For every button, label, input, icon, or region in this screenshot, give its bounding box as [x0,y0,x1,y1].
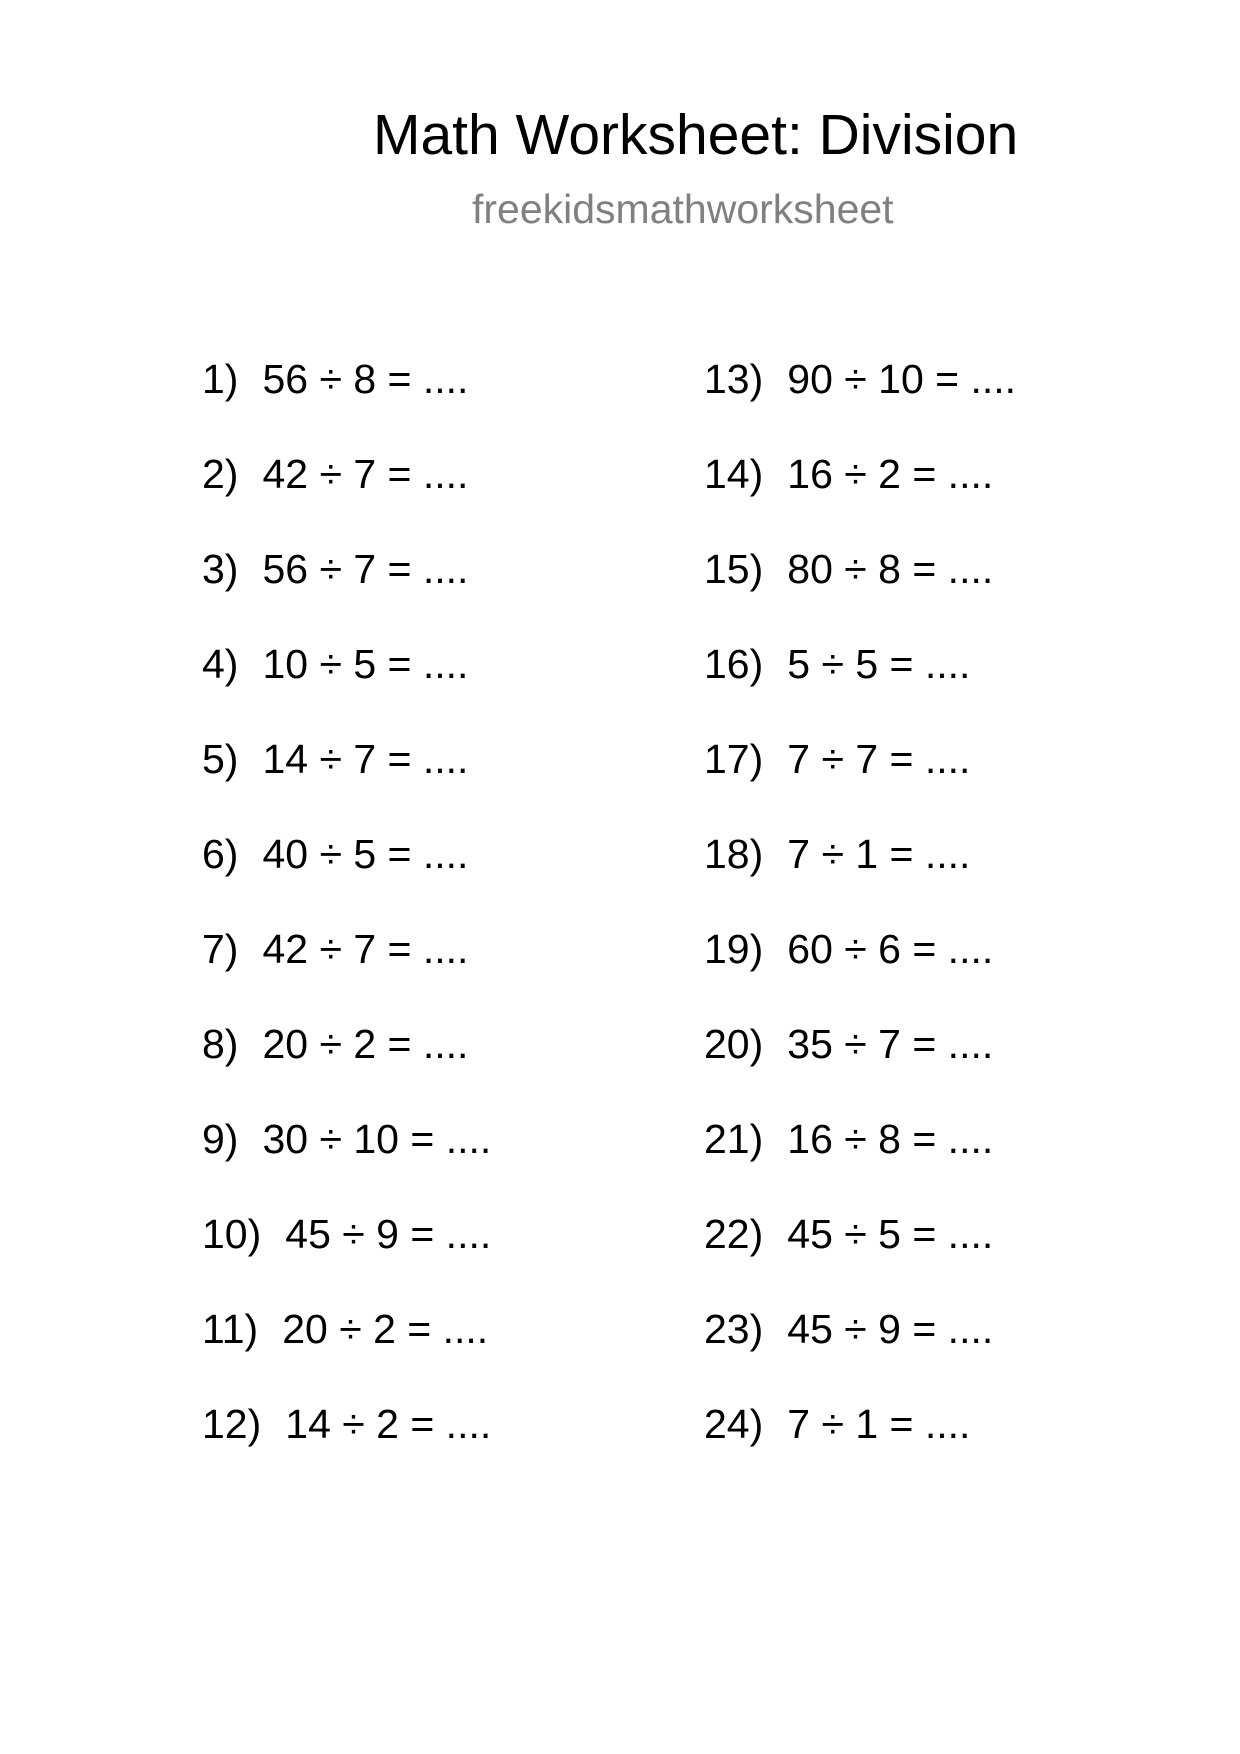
problem-expression: 45 ÷ 9 = .... [787,1306,994,1352]
problem-expression: 10 ÷ 5 = .... [262,641,469,687]
worksheet-title: Math Worksheet: Division [373,103,1019,167]
problem-item [202,447,491,542]
problem-expression: 45 ÷ 5 = .... [787,1211,994,1257]
problem-number: 7) [202,926,239,972]
problem-item [704,827,1016,922]
problem-number: 14) [704,451,764,497]
problem-expression: 45 ÷ 9 = .... [285,1211,492,1257]
problem-number: 1) [202,356,239,402]
problem-number: 19) [704,926,764,972]
problem-item [704,637,1016,732]
problem-number: 9) [202,1116,239,1162]
problem-item [202,542,491,637]
problems-column-left [202,352,491,1492]
problem-expression: 16 ÷ 2 = .... [787,451,994,497]
problem-number: 10) [202,1211,262,1257]
problem-expression: 90 ÷ 10 = .... [787,356,1017,402]
problem-number: 12) [202,1401,262,1447]
problem-expression: 40 ÷ 5 = .... [262,831,469,877]
problem-item [704,352,1016,447]
problem-item [704,1397,1016,1492]
problem-number: 20) [704,1021,764,1067]
problem-expression: 56 ÷ 7 = .... [262,546,469,592]
problem-number: 13) [704,356,764,402]
problem-expression: 7 ÷ 1 = .... [787,831,971,877]
problem-item [202,1302,491,1397]
problem-expression: 16 ÷ 8 = .... [787,1116,994,1162]
problem-expression: 42 ÷ 7 = .... [262,451,469,497]
problem-item [202,1397,491,1492]
problem-expression: 14 ÷ 7 = .... [262,736,469,782]
problem-expression: 56 ÷ 8 = .... [262,356,469,402]
problem-item [704,447,1016,542]
problem-expression: 7 ÷ 7 = .... [787,736,971,782]
worksheet-subtitle: freekidsmathworksheet [472,186,894,232]
problem-item [202,827,491,922]
problem-number: 18) [704,831,764,877]
problem-item [704,922,1016,1017]
problem-item [202,1207,491,1302]
problem-item [704,1017,1016,1112]
problem-item [202,1112,491,1207]
problem-number: 22) [704,1211,764,1257]
problem-expression: 5 ÷ 5 = .... [787,641,971,687]
problem-item [704,732,1016,827]
problem-expression: 35 ÷ 7 = .... [787,1021,994,1067]
problem-expression: 14 ÷ 2 = .... [285,1401,492,1447]
problem-expression: 42 ÷ 7 = .... [262,926,469,972]
problem-item [704,1112,1016,1207]
problem-expression: 60 ÷ 6 = .... [787,926,994,972]
problem-number: 24) [704,1401,764,1447]
problem-number: 4) [202,641,239,687]
problem-item [202,637,491,732]
problem-number: 16) [704,641,764,687]
problems-column-right [704,352,1016,1492]
problem-item [704,542,1016,637]
problem-number: 6) [202,831,239,877]
problem-expression: 20 ÷ 2 = .... [282,1306,489,1352]
problem-number: 23) [704,1306,764,1352]
problem-item [202,732,491,827]
problem-item [202,1017,491,1112]
problem-item [202,922,491,1017]
problem-number: 21) [704,1116,764,1162]
problem-number: 8) [202,1021,239,1067]
problem-item [704,1302,1016,1397]
problem-expression: 80 ÷ 8 = .... [787,546,994,592]
problem-expression: 20 ÷ 2 = .... [262,1021,469,1067]
problem-number: 2) [202,451,239,497]
problem-number: 11) [202,1306,259,1352]
problem-number: 3) [202,546,239,592]
problem-number: 5) [202,736,239,782]
problem-item [202,352,491,447]
problem-item [704,1207,1016,1302]
problem-number: 17) [704,736,764,782]
problem-expression: 7 ÷ 1 = .... [787,1401,971,1447]
problem-number: 15) [704,546,764,592]
problem-expression: 30 ÷ 10 = .... [262,1116,492,1162]
